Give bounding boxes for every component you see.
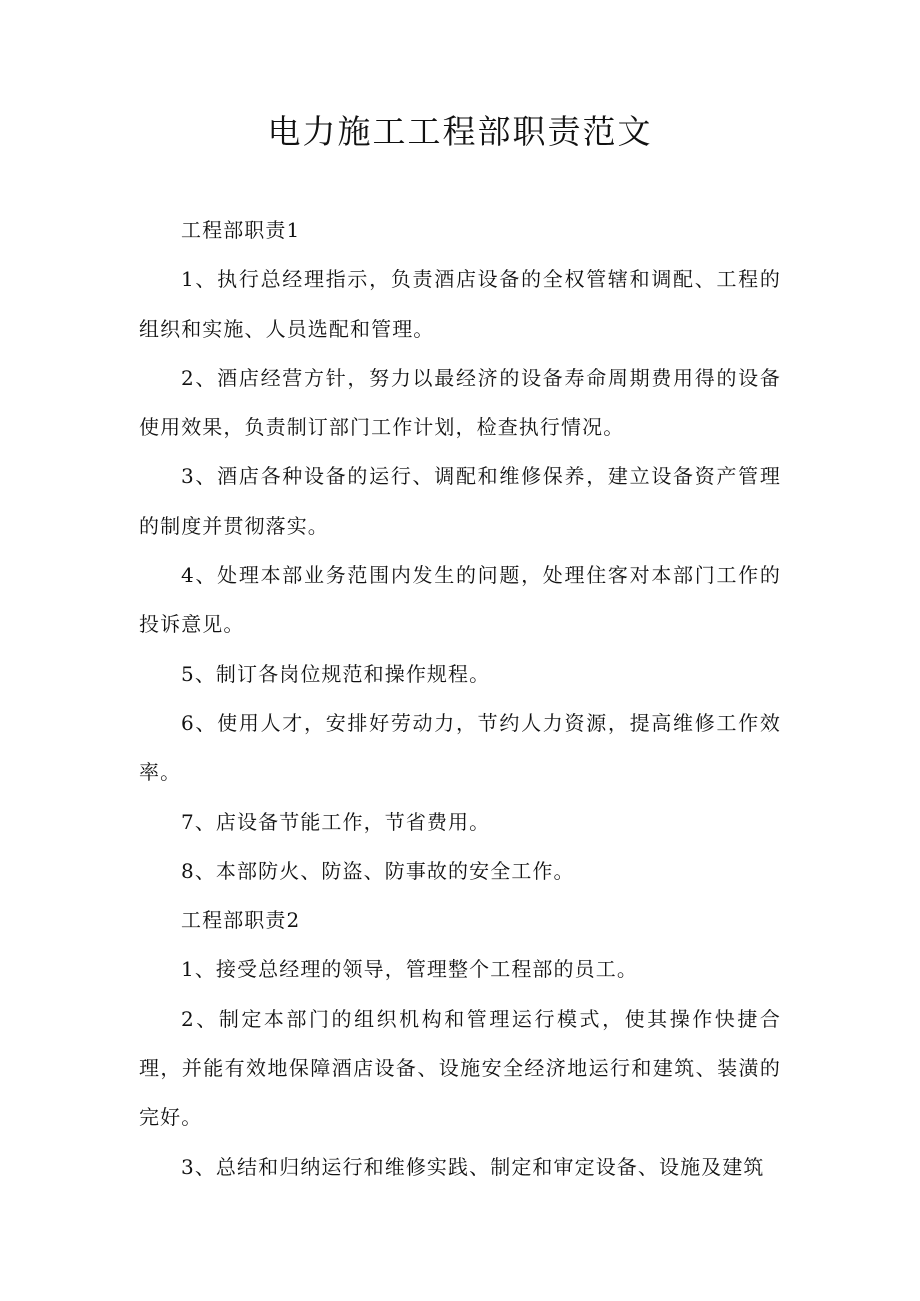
document-body [139, 206, 781, 1192]
paragraph: 5、制订各岗位规范和操作规程。 [181, 661, 491, 686]
paragraph: 3、酒店各种设备的运行、调配和维修保养，建立设备资产管理的制度并贯彻落实。 [139, 464, 781, 538]
paragraph: 1、执行总经理指示，负责酒店设备的全权管辖和调配、工程的组织和实施、人员选配和管理。 [139, 267, 781, 341]
paragraph: 1、接受总经理的领导，管理整个工程部的员工。 [181, 957, 638, 982]
document-title: 电力施工工程部职责范文 [267, 112, 653, 151]
paragraph: 2、酒店经营方针，努力以最经济的设备寿命周期费用得的设备使用效果，负责制订部门工作计划，检查执行情况。 [139, 365, 781, 440]
paragraph: 8、本部防火、防盗、防事故的安全工作。 [181, 858, 575, 883]
paragraph: 4、处理本部业务范围内发生的问题，处理住客对本部门工作的投诉意见。 [139, 563, 781, 637]
paragraph: 2、制定本部门的组织机构和管理运行模式，使其操作快捷合理，并能有效地保障酒店设备、设施安全经济地运行和建筑、装潢的完好。 [139, 1006, 781, 1130]
paragraph: 6、使用人才，安排好劳动力，节约人力资源，提高维修工作效率。 [139, 710, 781, 785]
paragraph: 7、店设备节能工作，节省费用。 [181, 809, 491, 834]
section-heading: 工程部职责1 [181, 218, 301, 242]
section-heading: 工程部职责2 [181, 908, 301, 933]
paragraph: 3、总结和归纳运行和维修实践、制定和审定设备、设施及建筑 [181, 1154, 765, 1179]
